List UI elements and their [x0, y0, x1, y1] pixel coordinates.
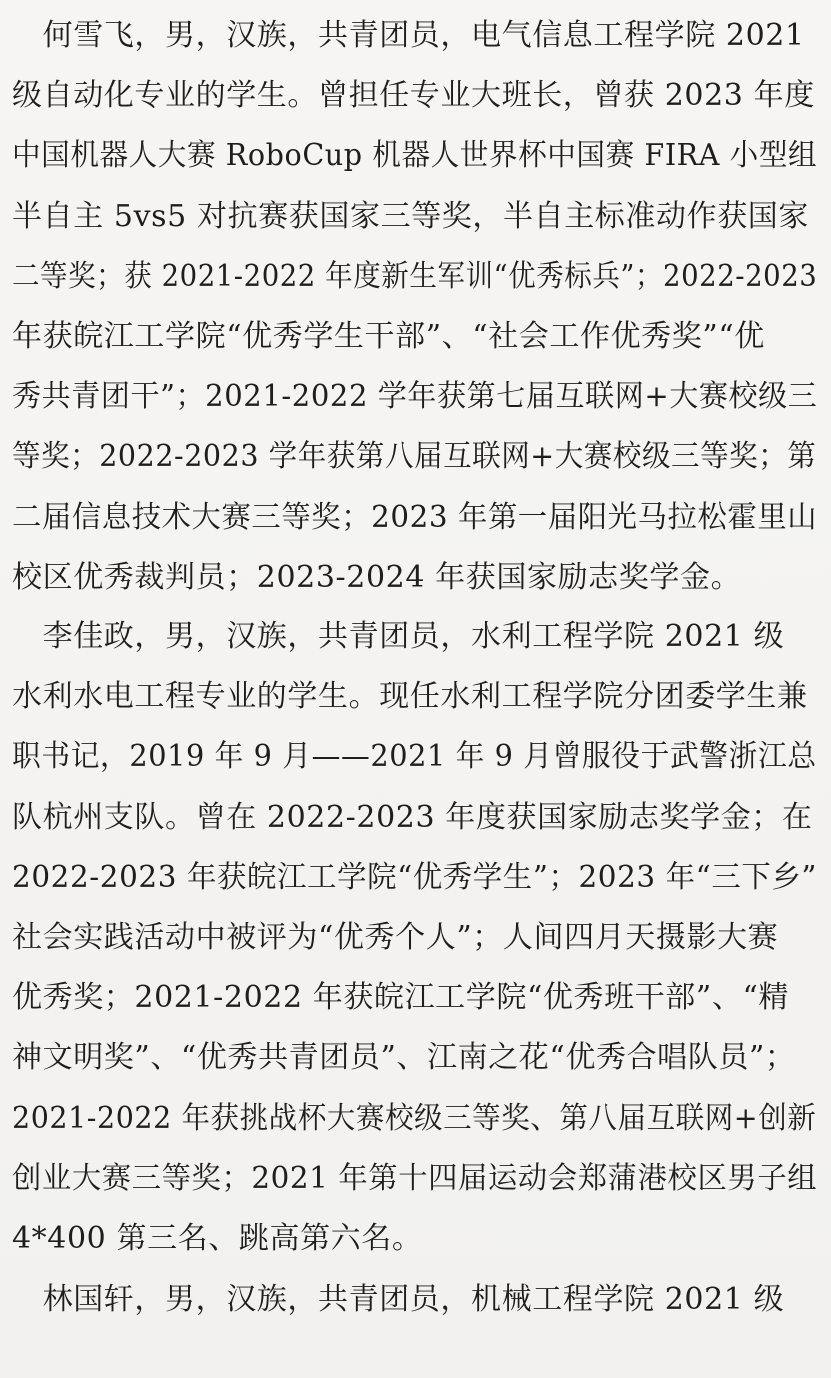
- text-line: 4*400 第三名、跳高第六名。: [12, 1220, 423, 1256]
- text-line: 创业大赛三等奖；2021 年第十四届运动会郑蒲港校区男子组: [12, 1160, 818, 1196]
- text-line: 年获皖江工学院“优秀学生干部”、“社会工作优秀奖”“优: [12, 318, 765, 354]
- text-line: 2021-2022 年获挑战杯大赛校级三等奖、第八届互联网+创新: [12, 1100, 817, 1136]
- text-line: 等奖；2022-2023 学年获第八届互联网+大赛校级三等奖；第: [12, 439, 817, 475]
- text-line: 二等奖；获 2021-2022 年度新生军训“优秀标兵”；2022-2023: [12, 258, 818, 294]
- text-line: 职书记，2019 年 9 月——2021 年 9 月曾服役于武警浙江总: [12, 739, 817, 775]
- paragraph-he-xuefei: [12, 6, 818, 608]
- text-line: 半自主 5vs5 对抗赛获国家三等奖，半自主标准动作获国家: [12, 198, 809, 234]
- text-line: 何雪飞，男，汉族，共青团员，电气信息工程学院 2021: [12, 18, 805, 53]
- text-line: 优秀奖；2021-2022 年获皖江工学院“优秀班干部”、“精: [12, 980, 789, 1016]
- text-line: 神文明奖”、“优秀共青团员”、江南之花“优秀合唱队员”；: [12, 1040, 796, 1076]
- text-line: 校区优秀裁判员；2023-2024 年获国家励志奖学金。: [12, 559, 742, 595]
- text-line: 级自动化专业的学生。曾担任专业大班长，曾获 2023 年度: [12, 78, 815, 114]
- text-line: 李佳政，男，汉族，共青团员，水利工程学院 2021 级: [12, 619, 785, 654]
- text-line: 2022-2023 年获皖江工学院“优秀学生”；2023 年“三下乡”: [12, 859, 818, 895]
- text-line: 队杭州支队。曾在 2022-2023 年度获国家励志奖学金；在: [12, 799, 813, 835]
- paragraph-lin-guoxuan: [12, 1270, 812, 1330]
- text-line: 水利水电工程专业的学生。现任水利工程学院分团委学生兼: [12, 679, 808, 715]
- text-line: 中国机器人大赛 RoboCup 机器人世界杯中国赛 FIRA 小型组: [12, 138, 818, 174]
- text-line: 二届信息技术大赛三等奖；2023 年第一届阳光马拉松霍里山: [12, 499, 818, 535]
- text-line: 秀共青团干”；2021-2022 学年获第七届互联网+大赛校级三: [12, 379, 818, 415]
- text-line: 社会实践活动中被评为“优秀个人”；人间四月天摄影大赛: [12, 919, 779, 955]
- paragraph-li-jiazheng: [12, 607, 818, 1269]
- text-line: 林国轩，男，汉族，共青团员，机械工程学院 2021 级: [12, 1282, 785, 1317]
